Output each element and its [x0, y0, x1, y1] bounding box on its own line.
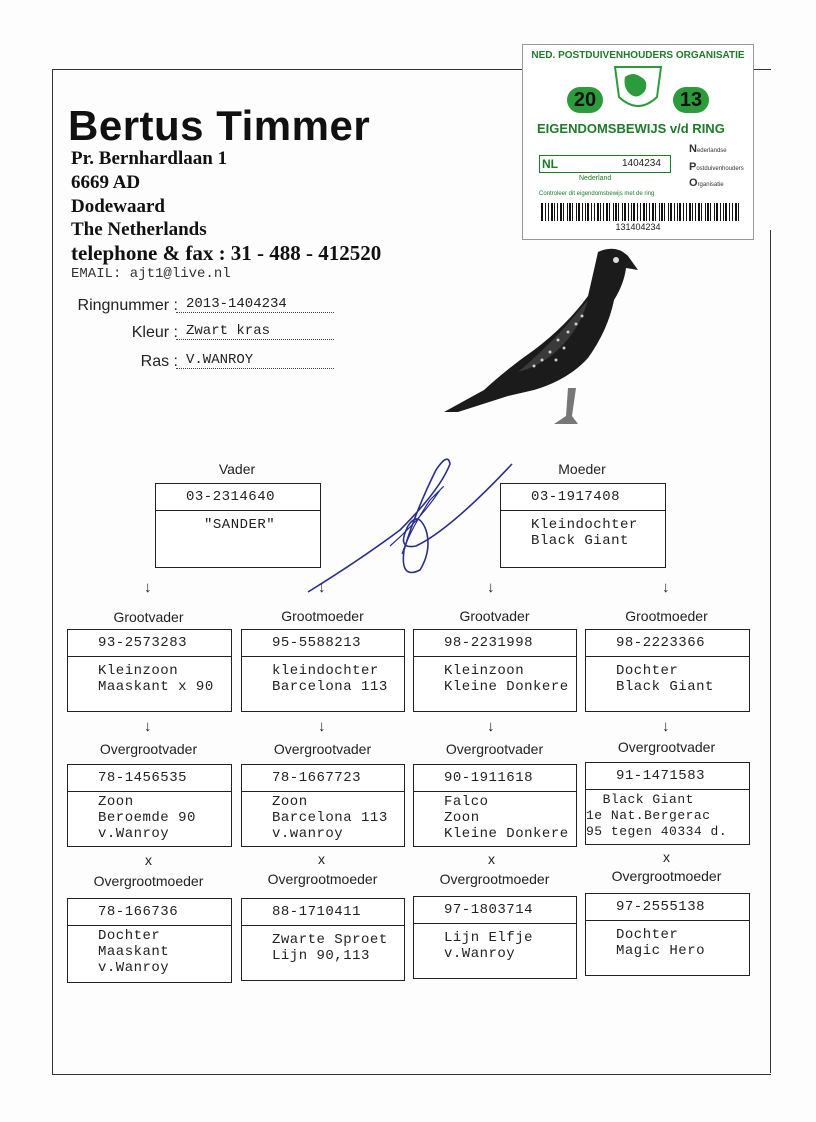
great-grandmother-box-1: [67, 898, 232, 983]
address-line-3: Dodewaard: [71, 196, 165, 217]
phone-line: telephone & fax : 31 - 488 - 412520: [71, 241, 382, 265]
great-grandfather-box-1: [67, 764, 232, 847]
cross-mark: x: [663, 849, 670, 865]
cross-mark: x: [318, 851, 325, 867]
grandparent-desc-4: Dochter Black Giant: [616, 663, 714, 695]
grandparent-number-1: 93-2573283: [68, 630, 231, 657]
great-grandmother-label-2: Overgrootmoeder: [267, 871, 378, 887]
grandparent-desc-1: Kleinzoon Maaskant x 90: [98, 663, 214, 695]
grandparent-box-4: [585, 629, 750, 712]
great-grandmother-desc-3: Lijn Elfje v.Wanroy: [444, 930, 534, 962]
great-grandmother-number-3: 97-1803714: [414, 897, 576, 924]
great-grandfather-label-2: Overgrootvader: [273, 741, 372, 757]
great-grandfather-number-1: 78-1456535: [68, 765, 231, 792]
grandparent-label-4: Grootmoeder: [625, 608, 708, 624]
card-npo-line-3: Organisatie: [689, 177, 724, 189]
arrow-down-icon: ↓: [318, 718, 326, 735]
barcode-icon: [541, 203, 741, 221]
page-frame-right: [770, 230, 771, 1073]
great-grandmother-box-2: [241, 898, 405, 981]
arrow-down-icon: ↓: [144, 718, 152, 735]
great-grandmother-label-3: Overgrootmoeder: [439, 871, 550, 887]
grandparent-label-3: Grootvader: [459, 608, 530, 624]
great-grandfather-desc-3: Falco Zoon Kleine Donkere: [444, 794, 569, 842]
grandparent-number-4: 98-2223366: [586, 630, 749, 657]
arrow-down-icon: ↓: [662, 579, 670, 596]
mother-desc: Kleindochter Black Giant: [531, 517, 638, 549]
cross-mark: x: [145, 852, 152, 868]
great-grandmother-label-1: Overgrootmoeder: [93, 873, 204, 889]
email-line: EMAIL: ajt1@live.nl: [71, 266, 231, 282]
great-grandmother-number-1: 78-166736: [68, 899, 231, 926]
great-grandmother-desc-2: Zwarte Sproet Lijn 90,113: [272, 932, 388, 964]
grandparent-label-1: Grootvader: [113, 609, 184, 625]
breeder-name: Bertus Timmer: [68, 102, 371, 149]
address-line-1: Pr. Bernhardlaan 1: [71, 148, 228, 169]
card-title: EIGENDOMSBEWIJS v/d RING: [537, 121, 725, 136]
great-grandmother-box-3: [413, 896, 577, 979]
grandparent-label-2: Grootmoeder: [281, 608, 364, 624]
great-grandmother-box-4: [585, 893, 750, 976]
card-year-left: 20: [567, 87, 603, 113]
father-desc: "SANDER": [204, 517, 276, 533]
great-grandfather-label-3: Overgrootvader: [445, 741, 544, 757]
great-grandfather-box-3: [413, 764, 577, 847]
great-grandmother-number-2: 88-1710411: [242, 899, 404, 926]
great-grandfather-number-4: 91-1471583: [586, 763, 749, 790]
card-ring-field: [539, 155, 671, 173]
great-grandfather-label-1: Overgrootvader: [99, 741, 198, 757]
card-ring-number: 1404234: [622, 158, 661, 169]
card-country-word: Nederland: [579, 175, 612, 182]
great-grandmother-number-4: 97-2555138: [586, 894, 749, 921]
cross-mark: x: [488, 851, 495, 867]
card-barcode-number: 131404234: [615, 222, 661, 232]
father-number: 03-2314640: [156, 484, 320, 511]
grandparent-number-3: 98-2231998: [414, 630, 576, 657]
grandparent-desc-3: Kleinzoon Kleine Donkere: [444, 663, 569, 695]
grandparent-box-2: [241, 629, 405, 712]
arrow-down-icon: ↓: [662, 718, 670, 735]
breed-value: V.WANROY: [176, 352, 334, 369]
father-box: [155, 483, 321, 568]
color-value: Zwart kras: [176, 323, 334, 340]
grandparent-desc-2: kleindochter Barcelona 113: [272, 663, 388, 695]
card-npo-line-2: Postduivenhouders: [689, 161, 744, 173]
lion-crest-icon: [611, 61, 665, 117]
grandparent-box-3: [413, 629, 577, 712]
great-grandmother-label-4: Overgrootmoeder: [611, 868, 722, 884]
mother-label: Moeder: [558, 461, 606, 477]
card-country: NL: [542, 157, 558, 171]
breed-label: Ras :: [140, 353, 178, 370]
great-grandfather-box-2: [241, 764, 405, 847]
card-control-text: Controleer dit eigendomsbewijs met de ring: [539, 191, 655, 197]
color-label: Kleur :: [131, 324, 178, 341]
card-npo-line-1: Nederlandse: [689, 143, 727, 155]
arrow-down-icon: ↓: [487, 579, 495, 596]
great-grandfather-desc-2: Zoon Barcelona 113 v.wanroy: [272, 794, 388, 842]
grandparent-number-2: 95-5588213: [242, 630, 404, 657]
address-line-2: 6669 AD: [71, 172, 141, 193]
ring-ownership-card: [522, 44, 754, 240]
father-label: Vader: [218, 461, 256, 477]
arrow-down-icon: ↓: [487, 718, 495, 735]
great-grandfather-number-3: 90-1911618: [414, 765, 576, 792]
ring-label: Ringnummer :: [77, 297, 178, 314]
mother-number: 03-1917408: [501, 484, 665, 511]
card-organisation: NED. POSTDUIVENHOUDERS ORGANISATIE: [531, 50, 745, 61]
great-grandfather-desc-1: Zoon Beroemde 90 v.Wanroy: [98, 794, 196, 842]
great-grandmother-desc-4: Dochter Magic Hero: [616, 927, 706, 959]
mother-box: [500, 483, 666, 568]
signature-icon: [300, 450, 520, 600]
address-line-4: The Netherlands: [71, 219, 207, 240]
pigeon-icon: [438, 240, 643, 440]
great-grandfather-desc-4: Black Giant 1e Nat.Bergerac 95 tegen 40334 d.: [586, 792, 728, 839]
great-grandfather-box-4: [585, 762, 750, 845]
great-grandfather-label-4: Overgrootvader: [617, 739, 716, 755]
grandparent-box-1: [67, 629, 232, 712]
card-year-right: 13: [673, 87, 709, 113]
great-grandfather-number-2: 78-1667723: [242, 765, 404, 792]
arrow-down-icon: ↓: [144, 579, 152, 596]
great-grandmother-desc-1: Dochter Maaskant v.Wanroy: [98, 928, 170, 976]
ring-value: 2013-1404234: [176, 296, 334, 313]
arrow-down-icon: ↓: [318, 579, 326, 596]
